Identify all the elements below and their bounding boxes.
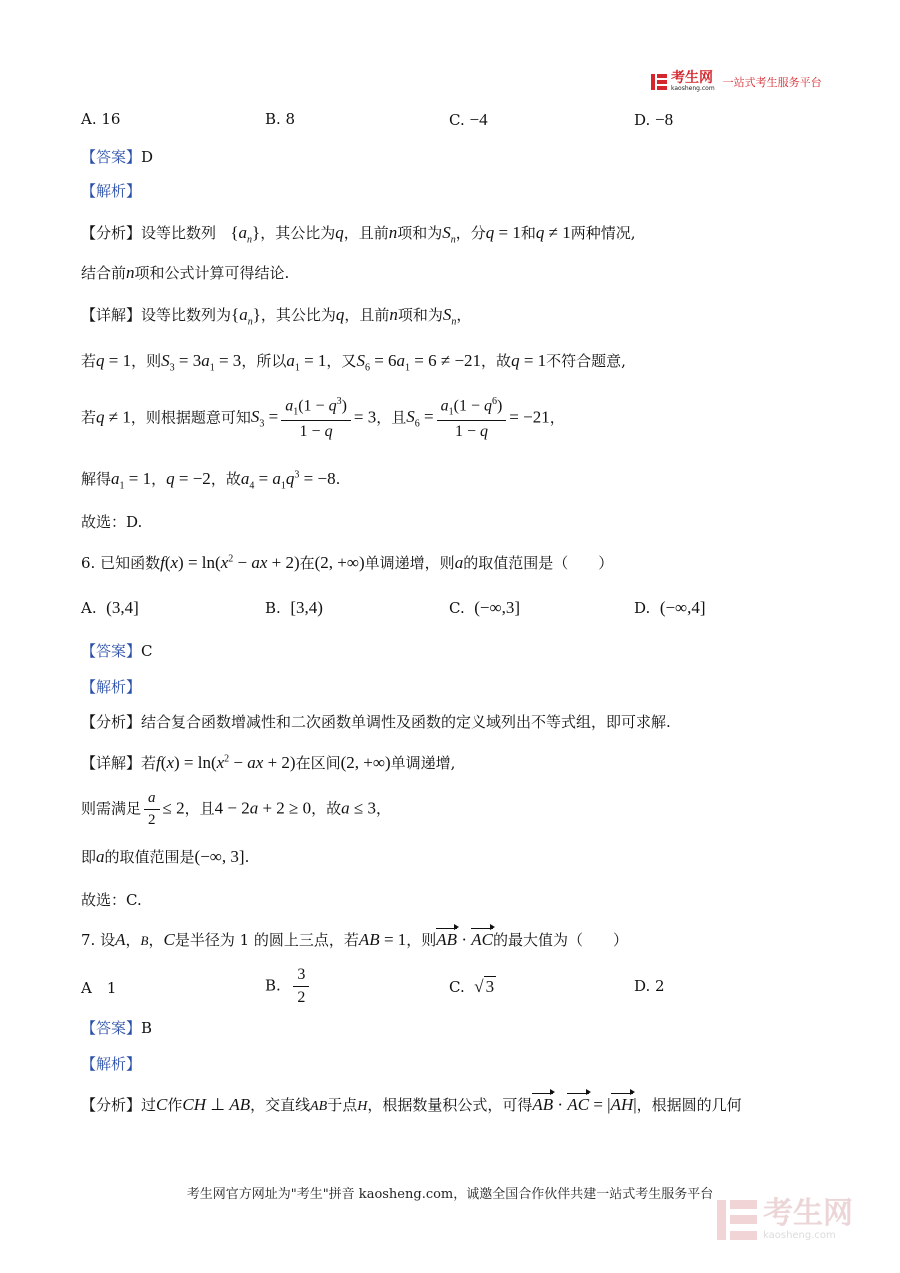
- q5-fenxi-line2: 结合前n项和公式计算可得结论.: [81, 263, 290, 282]
- q7-analysis-label: 【解析】: [81, 1055, 142, 1073]
- watermark-icon: [717, 1200, 757, 1240]
- q5-option-a: A. 16: [81, 110, 121, 128]
- q6-option-a: A. (3,4]: [81, 598, 139, 617]
- q5-xiangjie-line2: 若q = 1，则$S_3 = 3a_1 = 3$，所以$a_1 = 1$，又$S_6 = 6a_1 = 6 \ne -21$，故q = 1不符合题意,: [81, 351, 626, 374]
- q6-xiangjie-line1: 【详解】若$f(x) = \ln(x^2$ − ax + 2)在区间(2, +∞)单调递增,: [81, 753, 456, 772]
- logo-slogan: 一站式考生服务平台: [722, 76, 822, 89]
- q5-xiangjie-line4: 解得$a_1 = 1$，q = −2，故$a_4 = a_1q^3 = -8$.: [81, 469, 341, 492]
- q5-answer: 【答案】D: [81, 148, 154, 166]
- q5-option-c: C. −4: [449, 110, 488, 129]
- q7-option-b: B. $\frac{3}{2}$: [265, 966, 312, 1007]
- kaosheng-logo: [651, 72, 822, 92]
- logo-url: kaosheng.com: [671, 85, 715, 92]
- q7-option-a: A 1: [81, 979, 117, 997]
- q6-option-b: B. [3,4): [265, 598, 323, 617]
- watermark-name: 考生网: [763, 1196, 853, 1231]
- q6-answer: 【答案】C: [81, 642, 153, 660]
- q7-stem: 7. 设A，B，C是半径为 1 的圆上三点，若AB = 1，则AB · AC的最大值为（ ）: [81, 930, 628, 949]
- kaosheng-logo-icon: [651, 74, 667, 90]
- q6-option-c: C. (−∞,3]: [449, 598, 521, 617]
- q6-analysis-label: 【解析】: [81, 678, 142, 696]
- q6-option-d: D. (−∞,4]: [634, 598, 706, 617]
- q7-option-c: C. √ 3: [449, 977, 495, 996]
- q6-xiangjie-line2: 则需满足 $\frac{a}{2}$ ≤ 2，且4 − 2a + 2 ≥ 0，故a ≤ 3，: [81, 790, 392, 828]
- watermark-url: kaosheng.com: [763, 1230, 836, 1241]
- logo-name: 考生网: [671, 70, 713, 86]
- q6-conclusion: 故选：C.: [81, 891, 142, 909]
- q5-option-d: D. −8: [634, 110, 674, 129]
- q5-fenxi-line1: 【分析】设等比数列 $\{a_n\}$，其公比为q，且前n项和为$S_n$，分q = 1和q ≠ 1两种情况,: [81, 223, 636, 246]
- q6-stem: 6. 已知函数$f(x) = \ln(x^2$ − ax + 2)在(2, +∞)单调递增，则a的取值范围是（ ）: [81, 553, 614, 572]
- footer-text: 考生网官方网址为"考生"拼音 kaosheng.com，诚邀全国合作伙伴共建一站式考生服务平台: [186, 1187, 714, 1202]
- q7-answer: 【答案】B: [81, 1019, 153, 1037]
- q7-fenxi-line1: 【分析】过C作CH ⊥ AB，交直线AB于点H，根据数量积公式，可得AB · AC = |AH|，根据圆的几何: [81, 1095, 742, 1114]
- q5-xiangjie-line3: 若q ≠ 1，则根据题意可知$S_3$ = $\frac{a_1(1 - q^3)}{1 - q}$ = 3，且$S_6$ = $\frac{a_1(1 - q^6)}{1 - q}$ = −21，: [81, 396, 565, 440]
- q5-conclusion: 故选：D.: [81, 513, 143, 531]
- q6-xiangjie-line3: 即a的取值范围是(−∞, 3].: [81, 847, 250, 866]
- q5-xiangjie-line1: 【详解】设等比数列为$\{a_n\}$，其公比为q，且前n项和为$S_n$，: [81, 305, 472, 328]
- q6-fenxi: 【分析】结合复合函数增减性和二次函数单调性及函数的定义域列出不等式组，即可求解.: [81, 713, 671, 731]
- q5-option-b: B. 8: [265, 110, 296, 128]
- watermark-logo: [717, 1198, 853, 1241]
- q7-option-d: D. 2: [634, 977, 665, 995]
- q5-analysis-label: 【解析】: [81, 182, 142, 200]
